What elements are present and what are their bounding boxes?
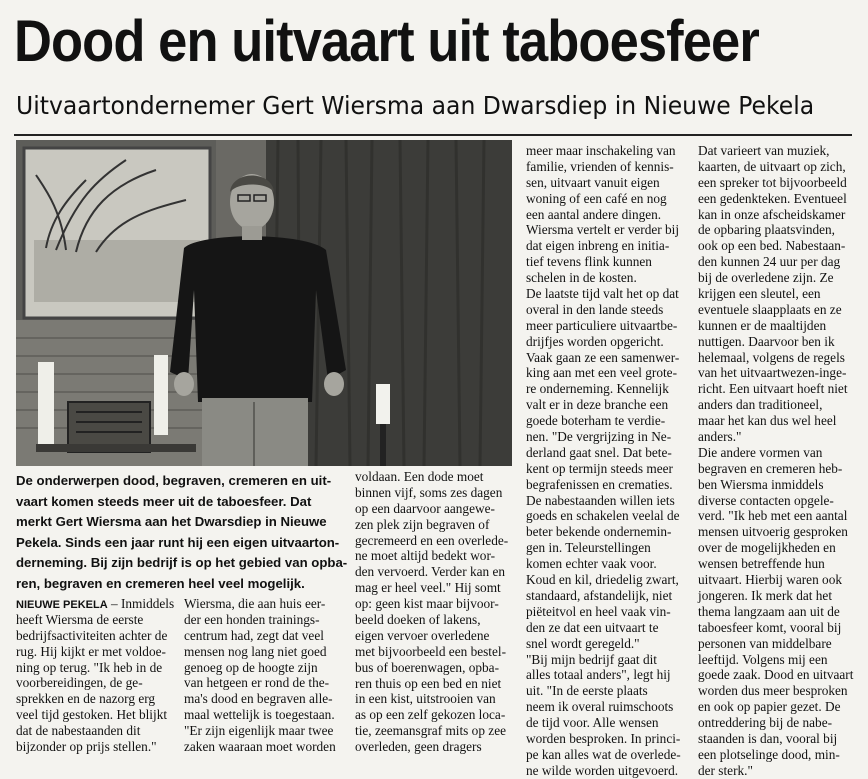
body-line: valt er in deze branche een (526, 397, 669, 413)
lead-paragraph (16, 471, 347, 595)
body-line: drijfjes worden opgericht. (526, 333, 664, 349)
body-line: meer maar inschakeling van (526, 143, 676, 158)
body-line: bijzonder op prijs stellen." (16, 739, 157, 755)
body-line: zen plek zijn begraven of (355, 516, 490, 532)
body-line: nen. "De vergrijzing in Ne- (526, 429, 672, 445)
body-line: taboesfeer komt, vooral bij (698, 619, 842, 635)
body-line: kent op termijn steeds meer (526, 460, 673, 476)
body-line: De nabestaanden willen iets (526, 492, 675, 508)
body-line: der sterk." (698, 762, 753, 778)
body-line: sprekken en de nazorg erg (16, 691, 156, 707)
body-line: overal in den lande steeds (526, 301, 664, 317)
body-line: diverse contacten opgele- (698, 492, 834, 508)
body-line: krijgen een sleutel, een (698, 286, 821, 302)
body-line: gecremeerd en een overlede- (355, 532, 509, 548)
lead-line: ren, begraven en cremeren heel veel mogelijk. (16, 575, 305, 591)
body-line: bedrijfsactiviteiten achter de (16, 627, 168, 643)
body-line: centrum had, zegt dat veel (184, 627, 324, 643)
body-line: jongeren. Ik merk dat het (698, 587, 833, 603)
body-line: as op een zelf gekozen loca- (355, 707, 506, 723)
body-column-4 (526, 143, 681, 779)
body-line: der een honden trainings- (184, 611, 320, 627)
body-line: voldaan. Een dode moet (355, 469, 484, 484)
body-line: uit. "In de eerste plaats (526, 683, 648, 699)
body-line: de opbaring plaatsvinden, (698, 222, 835, 238)
body-line: dat eigen inbreng en initia- (526, 238, 670, 254)
body-line: anders dan traditioneel, (698, 397, 823, 413)
body-line: binnen vijf, soms zes dagen (355, 484, 503, 500)
body-line: ook op een bed. Nabestaan- (698, 238, 846, 254)
body-line: goeds en schakelen veelal de (526, 508, 680, 524)
body-line: alles totaal anders", legt hij (526, 667, 671, 683)
body-line: verd. "Ik heb met een aantal (698, 508, 848, 524)
body-line: ren thuis op een bed en niet (355, 675, 502, 691)
body-line: tief tevens flink kunnen (526, 254, 652, 270)
body-line: anders." (698, 429, 742, 445)
body-column-3 (355, 469, 508, 755)
body-line: zaken waaraan moet worden (184, 739, 336, 755)
body-line: dat de nabestaanden dit (16, 723, 141, 739)
body-line: worden besproken. In princi- (526, 730, 681, 746)
body-line: voorbereidingen, de ge- (16, 675, 143, 691)
body-line: worden dus meer besproken (698, 683, 848, 699)
body-line: beeld doeken of lakens, (355, 612, 481, 628)
body-line: thema langzaam aan uit de (698, 603, 840, 619)
body-line: in een kist, uitstrooien van (355, 691, 496, 707)
body-line: pe kan alles wat de overlede- (526, 746, 681, 762)
body-column-5 (698, 143, 853, 779)
body-line: snel wordt geregeld." (526, 635, 640, 651)
body-line: bus of boerenwagen, opba- (355, 659, 499, 675)
body-line: Vaak gaan ze een samenwer- (526, 349, 680, 365)
body-line: – Inmiddels (107, 596, 175, 611)
body-line: ontreddering bij de nabe- (698, 715, 833, 731)
body-line: woning of een café en nog (526, 190, 667, 206)
body-line: leeftijd. Volgens mij een (698, 651, 828, 667)
body-line: goede boterham te verdie- (526, 413, 666, 429)
body-line: een spreker tot bijvoorbeeld (698, 174, 847, 190)
body-line: een plotselinge dood, min- (698, 746, 840, 762)
body-line: van hetgeen er rond de the- (184, 675, 330, 691)
body-line: veel tijd gestoken. Het blijkt (16, 707, 168, 723)
body-line: de tijd voor. Alle wensen (526, 715, 659, 731)
body-line: Koud en kil, driedelig zwart, (526, 572, 679, 588)
body-line: eventuele slaapplaats en ze (698, 301, 842, 317)
body-line: genoeg op de hoogte zijn (184, 659, 318, 675)
lead-line: De onderwerpen dood, begraven, cremeren en uit- (16, 473, 332, 488)
body-line: ning op terug. "Ik heb in de (16, 659, 163, 675)
body-line: wensen betreffende hun (698, 556, 825, 572)
body-line: re onderneming. Kennelijk (526, 381, 669, 397)
body-line: ben Wiersma inmiddels (698, 476, 824, 492)
body-line: standaard, afstandelijk, niet (526, 587, 673, 603)
body-line: helemaal, volgens de regels (698, 349, 845, 365)
body-line: op een daarvoor aangewe- (355, 500, 495, 516)
body-line: derland gaat snel. Dat bete- (526, 444, 672, 460)
body-line: "Er zijn eigenlijk maar twee (184, 723, 334, 739)
subheadline: Uitvaartondernemer Gert Wiersma aan Dwarsdiep in Nieuwe Pekela (16, 91, 815, 120)
body-line: eigen vervoer overledene (355, 627, 490, 643)
body-line: kaarten, de uitvaart op zich, (698, 158, 846, 174)
body-line: staanden is dan, vooral bij (698, 730, 838, 746)
body-line: nuttigen. Daarvoor ben ik (698, 333, 835, 349)
body-line: mensen uitvoerig gesproken (698, 524, 848, 540)
body-line: maal wettelijk is toegestaan. (184, 707, 335, 723)
portrait-photo-drawing (16, 140, 512, 466)
body-line: tie, zeemansgraf mits op zee (355, 723, 506, 739)
body-line: "Bij mijn bedrijf gaat dit (526, 651, 657, 667)
lead-line: vaart komen steeds meer uit de taboesfeer. Dat (16, 493, 312, 509)
lead-line: Pekela. Sinds een jaar runt hij een eigen uitvaarton- (16, 534, 340, 550)
body-line: den kunnen 24 uur per dag (698, 254, 841, 270)
body-line: heeft Wiersma de eerste (16, 611, 144, 627)
body-line: maar het kan dus wel heel (698, 413, 837, 429)
lead-line: derneming. Bij zijn bedrijf is op het gebied van opba- (16, 555, 348, 571)
body-line: gen in. Teleurstellingen (526, 540, 651, 556)
body-line: met bijvoorbeeld een bestel- (355, 643, 507, 659)
body-line: meer particuliere uitvaartbe- (526, 317, 678, 333)
body-line: mensen nog lang niet goed (184, 643, 327, 659)
body-line: sen, uitvaart vanuit eigen (526, 174, 660, 190)
body-line: schelen in de kosten. (526, 270, 637, 286)
body-line: over de mogelijkheden en (698, 540, 836, 556)
body-line: familie, vrienden of kennis- (526, 158, 674, 174)
body-line: personen van middelbare (698, 635, 832, 651)
headline-rule (14, 134, 852, 136)
body-line: komen echter vaak voor. (526, 556, 657, 572)
body-line: rug. Hij kijkt er met voldoe- (16, 643, 166, 659)
body-line: Dat varieert van muziek, (698, 143, 830, 158)
body-line: overleden, geen dragers (355, 739, 482, 755)
dateline: NIEUWE PEKELA (16, 599, 108, 611)
body-line: goede zaak. Dood en uitvaart (698, 667, 854, 683)
body-line: mag er heel veel." Hij somt (355, 580, 501, 596)
body-line: op: geen kist maar bijvoor- (355, 596, 499, 612)
body-line: richt. Een uitvaart hoeft niet (698, 381, 848, 397)
body-line: ne moet altijd bedekt wor- (355, 548, 496, 564)
body-line: ma's dood en begraven alle- (184, 691, 333, 707)
body-line: den ze dat een uitvaart te (526, 619, 659, 635)
body-line: een gedenkteken. Eventueel (698, 190, 847, 206)
body-line: Wiersma, die aan huis eer- (184, 596, 326, 611)
body-line: begrafenissen en crematies. (526, 476, 673, 492)
lead-line: merkt Gert Wiersma aan het Dwarsdiep in Nieuwe (16, 514, 327, 530)
body-line: kan in onze afscheidskamer (698, 206, 846, 222)
body-line: beter bekende ondernemin- (526, 524, 672, 540)
body-line: Wiersma vertelt er verder bij (526, 222, 680, 238)
portrait-photo (16, 140, 512, 466)
body-column-2 (184, 596, 336, 755)
body-column-1 (16, 596, 174, 755)
body-line: en ook op papier gezet. De (698, 699, 841, 715)
body-line: een aantal andere dingen. (526, 206, 662, 222)
body-line: De laatste tijd valt het op dat (526, 286, 679, 302)
body-line: den vervoerd. Verder kan en (355, 564, 506, 580)
body-line: Die andere vormen van (698, 444, 823, 460)
body-line: piëteitvol en heel vaak vin- (526, 603, 671, 619)
body-line: bij de overledene zijn. Ze (698, 270, 834, 286)
first-line (16, 596, 174, 612)
body-line: neem ik overal ruimschoots (526, 699, 674, 715)
headline: Dood en uitvaart uit taboesfeer (14, 9, 759, 74)
body-line: kunnen er de maaltijden (698, 317, 827, 333)
body-line: begraven en cremeren heb- (698, 460, 843, 476)
body-line: van het uitvaartwezen-inge- (698, 365, 847, 381)
body-line: uitvaart. Hierbij waren ook (698, 572, 842, 588)
body-line: ne wilde worden uitgevoerd. (526, 762, 679, 778)
body-line: king aan met een veel grote- (526, 365, 677, 381)
